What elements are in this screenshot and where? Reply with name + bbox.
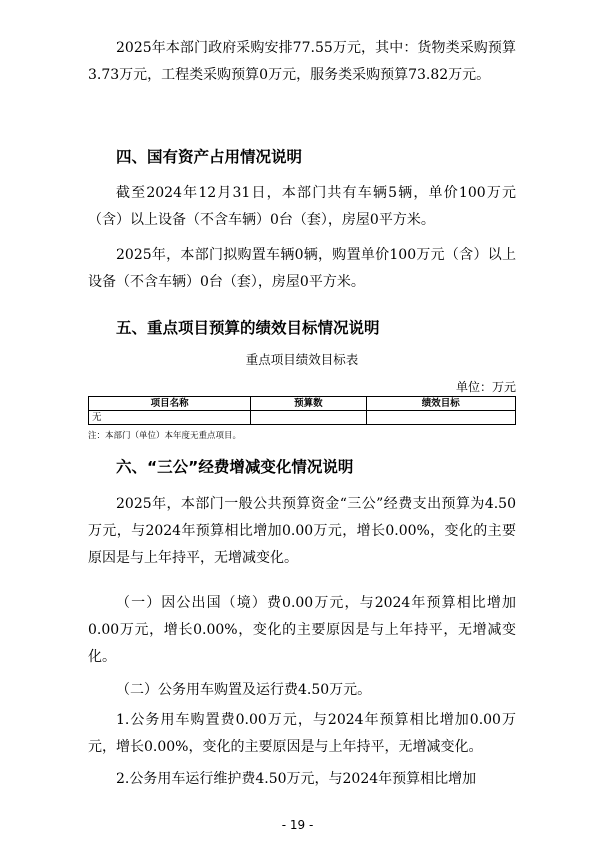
column-header-project-name: 项目名称: [89, 397, 251, 411]
page-number: - 19 -: [281, 818, 314, 832]
procurement-paragraph: 2025年本部门政府采购安排77.55万元，其中：货物类采购预算3.73万元，工程类采购预算0万元，服务类采购预算73.82万元。: [88, 40, 516, 83]
section-6-paragraph-2: （一）因公出国（境）费0.00万元，与2024年预算相比增加0.00万元，增长0.00%，变化的主要原因是与上年持平，无增减变化。: [88, 595, 516, 665]
table-row: [89, 411, 516, 425]
section-6-paragraph-1: 2025年，本部门一般公共预算资金“三公”经费支出预算为4.50万元，与2024年预算相比增加0.00万元，增长0.00%，变化的主要原因是与上年持平，无增减变化。: [88, 496, 516, 566]
table-header-row: [89, 397, 516, 411]
table-cell: 无: [89, 411, 251, 425]
section-4-paragraph-1: 截至2024年12月31日，本部门共有车辆5辆，单价100万元（含）以上设备（不含车辆）0台（套），房屋0平方米。: [88, 185, 516, 228]
section-4-heading: 四、国有资产占用情况说明: [116, 148, 303, 166]
performance-table: [88, 396, 516, 425]
column-header-budget: 预算数: [251, 397, 366, 411]
column-header-performance-target: 绩效目标: [366, 397, 515, 411]
section-4-paragraph-2: 2025年，本部门拟购置车辆0辆，购置单价100万元（含）以上设备（不含车辆）0台（套），房屋0平方米。: [88, 247, 516, 290]
section-6-paragraph-4: 1.公务用车购置费0.00万元，与2024年预算相比增加0.00万元，增长0.00%，变化的主要原因是与上年持平，无增减变化。: [88, 712, 516, 755]
table-note: 注：本部门（单位）本年度无重点项目。: [88, 431, 242, 441]
table-cell: [366, 411, 515, 425]
table-title: 重点项目绩效目标表: [245, 352, 359, 367]
section-5-heading: 五、重点项目预算的绩效目标情况说明: [116, 319, 380, 337]
section-6-paragraph-3: （二）公务用车购置及运行费4.50万元。: [116, 682, 372, 698]
section-6-heading: 六、“三公”经费增减变化情况说明: [116, 458, 354, 476]
table-cell: [251, 411, 366, 425]
table-unit: 单位：万元: [455, 380, 516, 394]
section-6-paragraph-5: 2.公务用车运行维护费4.50万元，与2024年预算相比增加: [116, 771, 477, 787]
